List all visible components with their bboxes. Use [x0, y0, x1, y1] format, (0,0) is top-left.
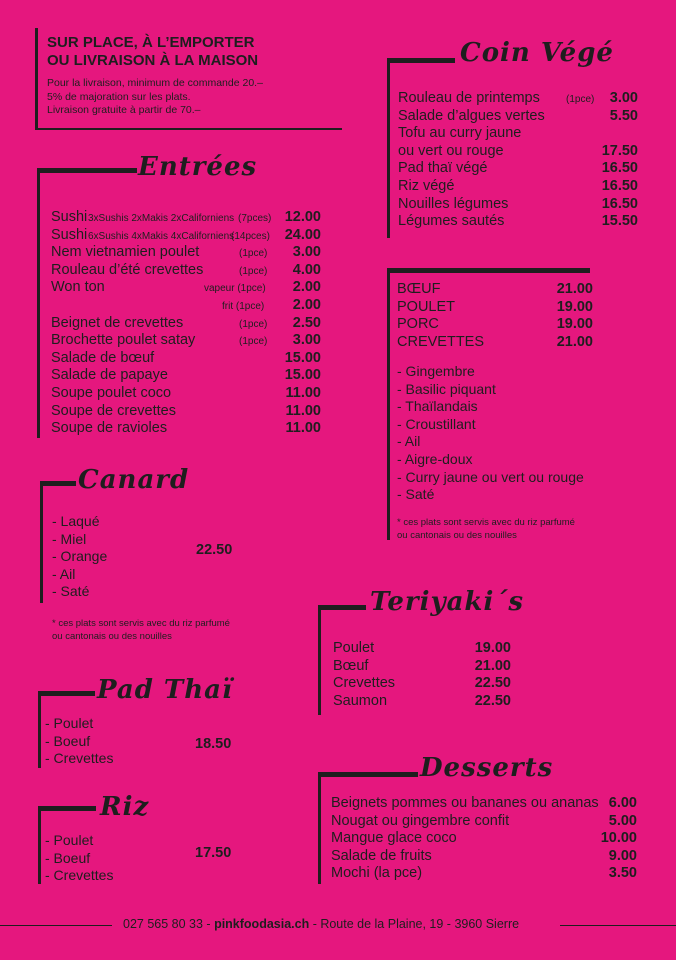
header-title [47, 34, 258, 70]
desserts-title-bar [318, 772, 418, 777]
item-price: 11.00 [285, 420, 321, 437]
item-name: POULET [397, 298, 456, 315]
item-price: 11.00 [285, 402, 321, 419]
item-name: Crevettes [333, 675, 396, 692]
footer-line-left [0, 925, 112, 926]
option-item: - Laqué [52, 513, 100, 529]
item-name: Sushi [51, 226, 88, 243]
item-price: 19.00 [556, 316, 593, 333]
item-name: Rouleau de printemps [398, 90, 540, 106]
entrees-list [51, 209, 326, 439]
item-price: 10.00 [600, 830, 637, 847]
delivery-info-line: Livraison gratuite à partir de 70.– [47, 104, 201, 116]
option-item: - Basilic piquant [397, 380, 496, 397]
canard-left-border [40, 481, 43, 603]
option-item: - Orange [52, 548, 108, 565]
option-item: - Boeuf [45, 732, 91, 749]
entrees-title-bar [37, 168, 137, 173]
footer-address: - Route de la Plaine, 19 - 3960 Sierre [309, 917, 520, 931]
teriyaki-title: Teriyaki´s [370, 587, 524, 617]
note-line: ou cantonais ou des nouilles [52, 631, 172, 642]
riz-title: Riz [100, 792, 150, 822]
item-name: Mochi (la pce) [331, 865, 423, 882]
item-price: 3.50 [608, 865, 637, 882]
teriyaki-left-border [318, 605, 321, 715]
item-qty: (1pce) [566, 94, 595, 105]
option-item: - Saté [52, 583, 90, 600]
item-price: 5.00 [608, 812, 637, 829]
item-name: Poulet [333, 640, 375, 656]
item-name: Beignets pommes ou bananes ou ananas [331, 795, 599, 811]
item-price: 21.00 [474, 657, 511, 674]
item-name: Beignet de crevettes [51, 314, 184, 331]
padthai-title: Pad Thaï [97, 675, 233, 705]
item-name: Brochette poulet satay [51, 332, 196, 349]
item-name: Soupe de crevettes [51, 402, 176, 419]
header-bottom-border [35, 128, 342, 130]
item-price: 15.50 [601, 213, 638, 230]
padthai-left-border [38, 691, 41, 768]
item-price: 5.50 [609, 107, 638, 124]
item-name: Salade de fruits [331, 847, 432, 864]
canard-price: 22.50 [196, 542, 233, 558]
item-price: 19.00 [474, 640, 511, 656]
meats-note [397, 516, 575, 542]
item-price: 16.50 [601, 160, 638, 177]
item-price: 24.00 [284, 226, 321, 243]
note-line: * ces plats sont servis avec du riz parfumé [52, 618, 230, 629]
riz-title-bar [38, 806, 96, 811]
item-price: 22.50 [474, 692, 511, 709]
vege-list [398, 90, 640, 235]
item-name: PORC [397, 316, 439, 333]
note-line: * ces plats sont servis avec du riz parfumé [397, 517, 575, 528]
option-item: - Boeuf [45, 849, 91, 866]
delivery-info [47, 77, 263, 118]
item-name: Mangue glace coco [331, 830, 457, 847]
item-qty: frit (1pce) [222, 301, 265, 312]
option-item: - Thaïlandais [397, 398, 478, 415]
footer-phone: 027 565 80 33 [123, 917, 203, 931]
item-name: Riz végé [398, 178, 455, 194]
item-name: Salade d’algues vertes [398, 107, 545, 124]
item-name: ou vert ou rouge [398, 142, 504, 159]
item-name: Nouilles légumes [398, 195, 509, 212]
item-price: 6.00 [608, 795, 637, 811]
item-qty: (7pces) [238, 213, 272, 224]
item-price: 3.00 [292, 332, 321, 349]
padthai-options [45, 715, 113, 768]
delivery-info-line: 5% de majoration sur les plats. [47, 90, 191, 103]
item-price: 3.00 [292, 244, 321, 261]
item-price: 2.00 [292, 297, 321, 313]
note-line: ou cantonais ou des nouilles [397, 530, 517, 541]
vege-left-border [387, 58, 390, 238]
item-name: Tofu au curry jaune [398, 125, 522, 142]
header-left-border [35, 28, 38, 130]
item-price: 22.50 [474, 675, 511, 692]
item-price: 17.50 [601, 142, 638, 159]
vege-title-bar [387, 58, 455, 63]
item-price: 15.00 [284, 349, 321, 366]
riz-left-border [38, 806, 41, 884]
item-qty: (1pce) [239, 336, 268, 348]
item-name: Saumon [333, 692, 388, 709]
option-item: - Curry jaune ou vert ou rouge [397, 468, 584, 485]
item-name: Nougat ou gingembre confit [331, 812, 510, 829]
item-price: 9.00 [608, 847, 637, 864]
meats-top-bar [387, 268, 590, 273]
desserts-left-border [318, 772, 321, 884]
item-name: Soupe de ravioles [51, 420, 168, 437]
footer-separator: - [202, 917, 215, 931]
riz-options [45, 832, 113, 885]
footer-website[interactable]: pinkfoodasia.ch [214, 917, 310, 931]
teriyaki-list [333, 640, 513, 712]
entrees-left-border [37, 168, 40, 438]
padthai-title-bar [38, 691, 95, 696]
item-price: 15.00 [284, 367, 321, 384]
option-item: - Crevettes [45, 750, 114, 767]
header-title-line2: OU LIVRAISON À LA MAISON [47, 52, 259, 69]
option-item: - Ail [52, 565, 76, 582]
item-price: 12.00 [284, 209, 321, 225]
item-name: Salade de bœuf [51, 349, 155, 366]
item-price: 2.50 [292, 314, 321, 331]
header-title-line1: SUR PLACE, À L’EMPORTER [47, 34, 255, 51]
item-price: 21.00 [556, 333, 593, 350]
option-item: - Poulet [45, 832, 94, 848]
option-item: - Croustillant [397, 415, 476, 432]
desserts-list [331, 795, 639, 885]
canard-options [52, 513, 107, 601]
desserts-title: Desserts [420, 753, 554, 783]
footer [123, 917, 519, 931]
teriyaki-title-bar [318, 605, 366, 610]
canard-title-bar [40, 481, 76, 486]
item-qty: (1pce) [239, 265, 268, 277]
sauce-options [397, 363, 584, 504]
item-price: 2.00 [292, 279, 321, 296]
item-detail: 6xSushis 4xMakis 4xCaliforniens [88, 230, 235, 242]
item-name: Won ton [51, 279, 105, 296]
item-name: Sushi [51, 209, 88, 225]
option-item: - Aigre-doux [397, 450, 473, 467]
meats-left-border [387, 268, 390, 540]
option-item: - Saté [397, 486, 435, 503]
item-name: Nem vietnamien poulet [51, 244, 200, 261]
meats-list [397, 281, 595, 353]
option-item: - Crevettes [45, 867, 114, 884]
footer-line-right [560, 925, 676, 926]
item-name: Légumes sautés [398, 213, 505, 230]
item-name: Rouleau d’été crevettes [51, 261, 204, 278]
item-name: Bœuf [333, 657, 369, 674]
vege-title: Coin Végé [460, 38, 614, 68]
item-name: BŒUF [397, 281, 441, 297]
item-qty: vapeur (1pce) [204, 283, 266, 295]
canard-note [52, 617, 230, 643]
delivery-info-line: Pour la livraison, minimum de commande 20.– [47, 77, 263, 89]
item-name: Soupe poulet coco [51, 385, 172, 401]
riz-price: 17.50 [195, 845, 232, 861]
item-price: 11.00 [285, 385, 321, 401]
canard-title: Canard [78, 465, 190, 495]
item-qty: (14pces) [231, 230, 270, 242]
option-item: - Miel [52, 530, 87, 547]
item-price: 21.00 [556, 281, 593, 297]
item-name: CREVETTES [397, 333, 485, 350]
option-item: - Gingembre [397, 363, 475, 379]
item-price: 16.50 [601, 178, 638, 194]
item-price: 3.00 [609, 90, 638, 106]
item-detail: 3xSushis 2xMakis 2xCaliforniens [88, 213, 235, 224]
item-price: 4.00 [292, 261, 321, 278]
item-qty: (1pce) [239, 248, 268, 260]
padthai-price: 18.50 [195, 736, 232, 752]
entrees-title: Entrées [138, 152, 258, 182]
item-name: Salade de papaye [51, 367, 168, 384]
item-price: 16.50 [601, 195, 638, 212]
item-qty: (1pce) [239, 318, 268, 330]
item-name: Pad thaï végé [398, 160, 488, 177]
option-item: - Poulet [45, 715, 94, 731]
option-item: - Ail [397, 433, 421, 450]
item-price: 19.00 [556, 298, 593, 315]
